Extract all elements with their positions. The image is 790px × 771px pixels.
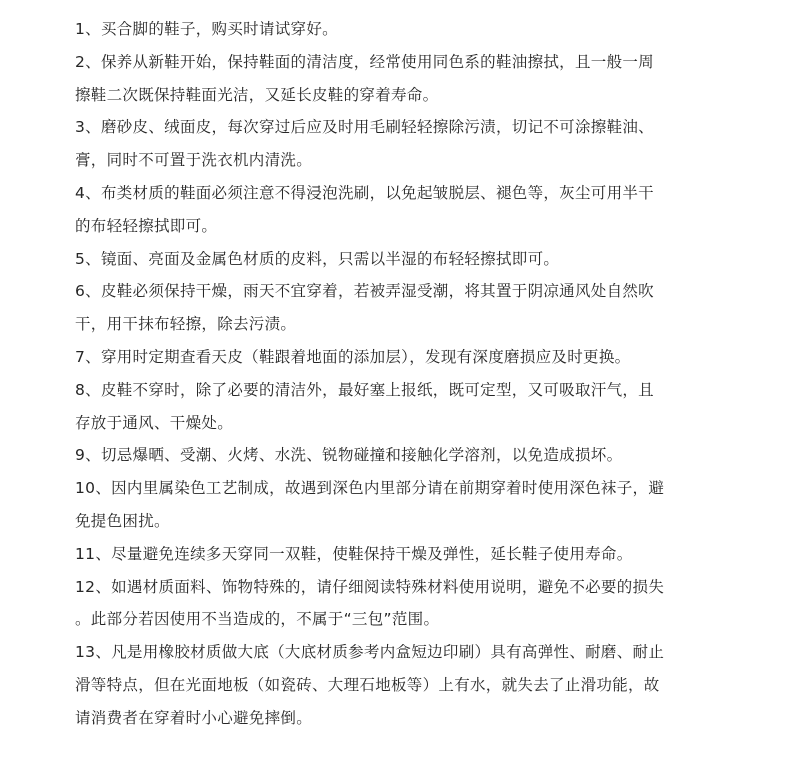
line: 存放于通风、干燥处。 (75, 413, 234, 432)
line: 13、凡是用橡胶材质做大底（大底材质参考内盒短边印刷）具有高弹性、耐磨、耐止 (75, 643, 665, 662)
line: 2、保养从新鞋开始，保持鞋面的清洁度，经常使用同色系的鞋油擦拭，且一般一周 (75, 52, 654, 71)
line: 免提色困扰。 (75, 511, 170, 530)
line: 12、如遇材质面料、饰物特殊的，请仔细阅读特殊材料使用说明，避免不必要的损失 (75, 577, 665, 596)
line: 。此部分若因使用不当造成的，不属于“三包”范围。 (75, 610, 440, 629)
line: 11、尽量避免连续多天穿同一双鞋，使鞋保持干燥及弹性，延长鞋子使用寿命。 (75, 544, 633, 563)
line: 10、因内里属染色工艺制成，故遇到深色内里部分请在前期穿着时使用深色袜子，避 (75, 479, 665, 498)
line: 5、镜面、亮面及金属色材质的皮料，只需以半湿的布轻轻擦拭即可。 (75, 249, 560, 268)
line: 擦鞋二次既保持鞋面光洁，又延长皮鞋的穿着寿命。 (75, 85, 439, 104)
line: 膏，同时不可置于洗衣机内清洗。 (75, 151, 313, 170)
line: 的布轻轻擦拭即可。 (75, 216, 218, 235)
line: 1、买合脚的鞋子，购买时请试穿好。 (75, 20, 338, 38)
line: 6、皮鞋必须保持干燥，雨天不宜穿着，若被弄湿受潮，将其置于阴凉通风处自然吹 (75, 282, 654, 301)
line: 请消费者在穿着时小心避免摔倒。 (75, 708, 313, 727)
line: 滑等特点，但在光面地板（如瓷砖、大理石地板等）上有水，就失去了止滑功能，故 (75, 675, 660, 694)
line: 7、穿用时定期查看天皮（鞋跟着地面的添加层），发现有深度磨损应及时更换。 (75, 347, 631, 366)
line: 8、皮鞋不穿时，除了必要的清洁外，最好塞上报纸，既可定型，又可吸取汗气，且 (75, 380, 654, 399)
line: 干，用干抹布轻擦，除去污渍。 (75, 315, 297, 334)
line: 4、布类材质的鞋面必须注意不得浸泡洗刷，以免起皱脱层、褪色等，灰尘可用半干 (75, 183, 654, 202)
line: 9、切忌爆晒、受潮、火烤、水洗、锐物碰撞和接触化学溶剂，以免造成损坏。 (75, 446, 623, 465)
line: 3、磨砂皮、绒面皮，每次穿过后应及时用毛刷轻轻擦除污渍，切记不可涂擦鞋油、 (75, 118, 654, 137)
